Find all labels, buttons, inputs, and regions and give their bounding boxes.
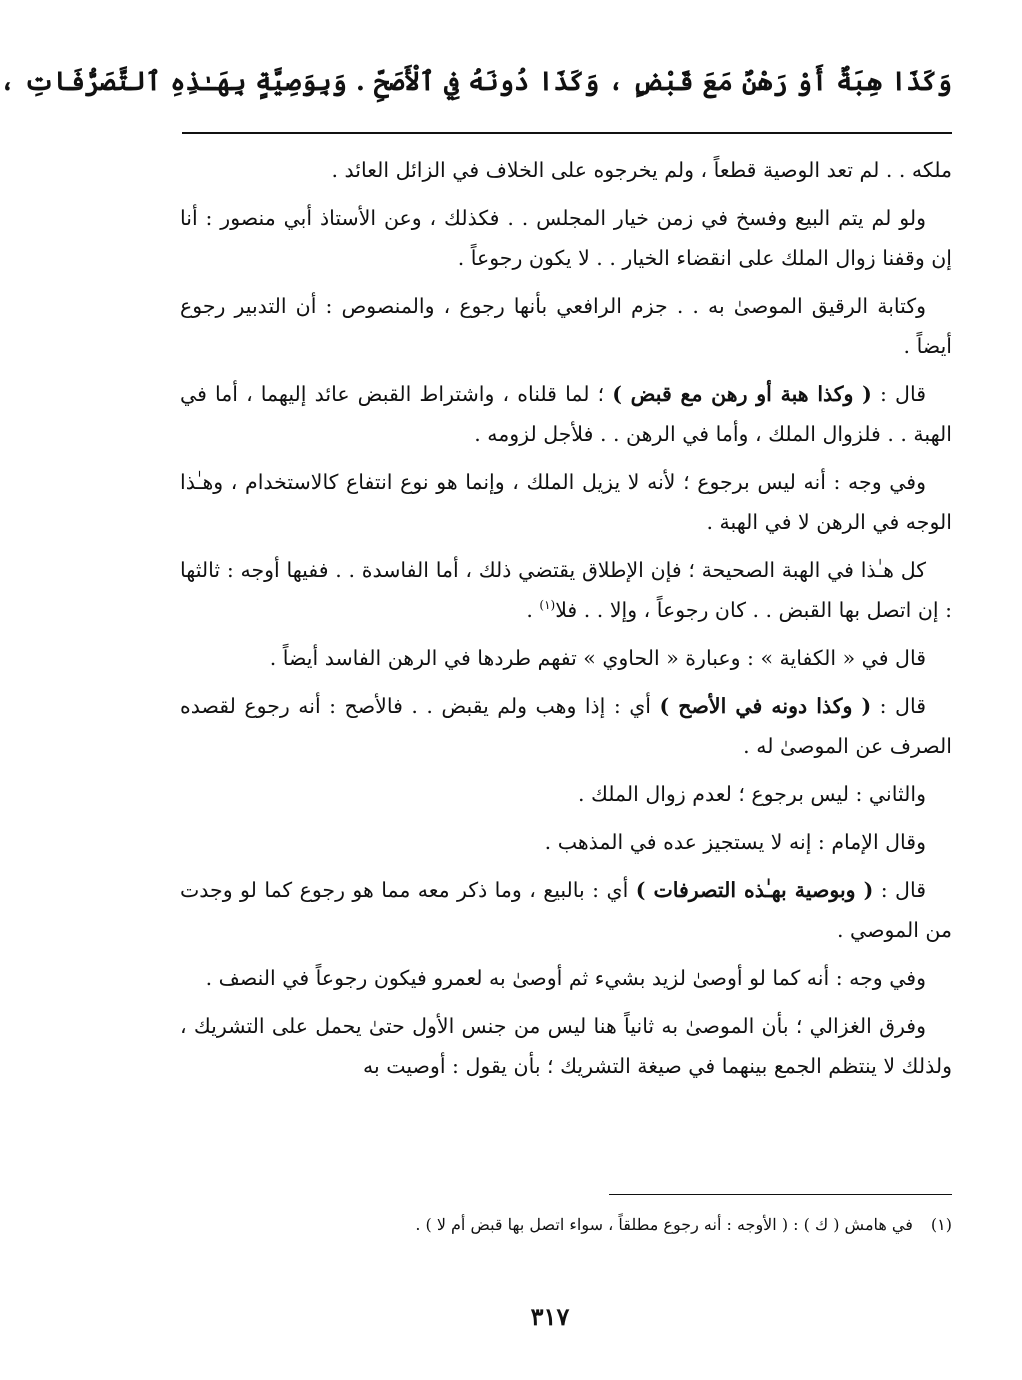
paragraph-6-tail: . bbox=[526, 598, 540, 622]
paragraph-2-text: ولو لم يتم البيع وفسخ في زمن خيار المجلس . . فكذلك ، وعن الأستاذ أبي منصور : أنا إن وقفنا زوال الملك على انقضاء الخيار . . لا يكون رجوعاً . bbox=[180, 206, 952, 270]
paragraph-2 bbox=[180, 198, 952, 278]
paragraph-8-rest: أي : إذا وهب ولم يقبض . . فالأصح : أنه رجوع لقصده الصرف عن الموصىٰ له . bbox=[180, 694, 952, 758]
paragraph-3-text: وكتابة الرقيق الموصىٰ به . . جزم الرافعي بأنها رجوع ، والمنصوص : أن التدبير رجوع أيضاً . bbox=[180, 294, 952, 358]
paragraph-7-text: قال في « الكفاية » : وعبارة « الحاوي » تفهم طردها في الرهن الفاسد أيضاً . bbox=[269, 646, 926, 670]
paragraph-1-text: ملكه . . لم تعد الوصية قطعاً ، ولم يخرجوه على الخلاف في الزائل العائد . bbox=[331, 158, 952, 182]
paragraph-12 bbox=[180, 958, 952, 998]
page-number: ٣١٧ bbox=[530, 1302, 570, 1331]
paragraph-13 bbox=[180, 1006, 952, 1086]
paragraph-8-lead: قال : bbox=[871, 694, 926, 718]
paragraph-13-text: وفرق الغزالي ؛ بأن الموصىٰ به ثانياً هنا ليس من جنس الأول حتىٰ يحمل على التشريك ، ولذلك لا ينتظم الجمع بينهما في صيغة التشريك ؛ بأن يقول : أوصيت به bbox=[180, 1014, 952, 1078]
footnote-text: في هامش ( ك ) : ( الأوجه : أنه رجوع مطلقاً ، سواء اتصل بها قبض أم لا ) . bbox=[415, 1215, 913, 1234]
footnote-divider bbox=[609, 1194, 952, 1195]
footnote-number: (١) bbox=[930, 1215, 952, 1234]
paragraph-5-text: وفي وجه : أنه ليس برجوع ؛ لأنه لا يزيل الملك ، وإنما هو نوع انتفاع كالاستخدام ، وهـٰذا الوجه في الرهن لا في الهبة . bbox=[180, 470, 952, 534]
footnote-reference[interactable]: (١) bbox=[539, 598, 556, 613]
paragraph-6 bbox=[180, 550, 952, 630]
paragraph-4 bbox=[180, 374, 952, 454]
header-divider bbox=[182, 132, 952, 134]
paragraph-11-rest: أي : بالبيع ، وما ذكر معه مما هو رجوع كما لو وجدت من الموصي . bbox=[180, 878, 952, 942]
paragraph-3 bbox=[180, 286, 952, 366]
paragraph-5 bbox=[180, 462, 952, 542]
paragraph-10 bbox=[180, 822, 952, 862]
paragraph-11-quote: ( وبوصية بهـٰذه التصرفات ) bbox=[635, 878, 874, 902]
paragraph-4-lead: قال : bbox=[871, 382, 926, 406]
paragraph-10-text: وقال الإمام : إنه لا يستجيز عده في المذهب . bbox=[544, 830, 926, 854]
paragraph-6-text: كل هـٰذا في الهبة الصحيحة ؛ فإن الإطلاق يقتضي ذلك ، أما الفاسدة . . ففيها أوجه : ثالثها : إن اتصل بها القبض . . كان رجوعاً ، وإلا . . فلا bbox=[180, 558, 952, 622]
paragraph-11 bbox=[180, 870, 952, 950]
paragraph-4-quote: ( وكذا هبة أو رهن مع قبض ) bbox=[612, 382, 872, 406]
paragraph-8 bbox=[180, 686, 952, 766]
paragraph-9 bbox=[180, 774, 952, 814]
paragraph-8-quote: ( وكذا دونه في الأصح ) bbox=[659, 694, 872, 718]
paragraph-9-text: والثاني : ليس برجوع ؛ لعدم زوال الملك . bbox=[577, 782, 926, 806]
paragraph-7 bbox=[180, 638, 952, 678]
paragraph-1 bbox=[180, 150, 952, 190]
paragraph-4-rest: ؛ لما قلناه ، واشتراط القبض عائد إليهما ، أما في الهبة . . فلزوال الملك ، وأما في الرهن . . فلأجل لزومه . bbox=[180, 382, 952, 446]
paragraph-12-text: وفي وجه : أنه كما لو أوصىٰ لزيد بشيء ثم أوصىٰ به لعمرو فيكون رجوعاً في النصف . bbox=[205, 966, 926, 990]
paragraph-11-lead: قال : bbox=[873, 878, 926, 902]
matn-text-line: وَكَذَا هِبَةٌ أَوْ رَهْنٌ مَعَ قَبْضٍ ، وَكَذَا دُونَهُ فِي ٱلْأَصَحِّ . وَبِوَصِيَّةٍ بِهَـٰذِهِ ٱلتَّصَرُّفَاتِ ، bbox=[0, 67, 952, 97]
commentary-body bbox=[180, 150, 952, 1094]
footnote bbox=[180, 1212, 952, 1238]
